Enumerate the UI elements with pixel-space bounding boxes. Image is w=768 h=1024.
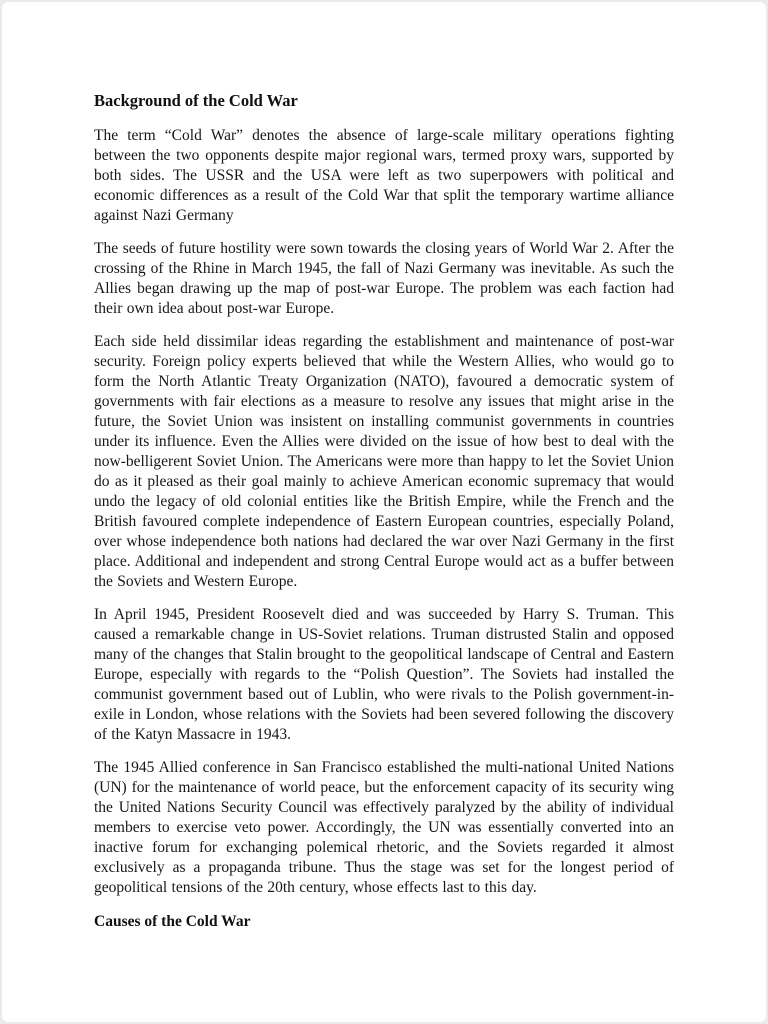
document-page <box>2 2 766 1022</box>
paragraph-united-nations: The 1945 Allied conference in San Francisco established the multi-national United Nations (UN) for the maintenance of world peace, but the enforcement capacity of its security wing the United Nations Security Council was effectively paralyzed by the ability of individual members to exercise veto power. Accordingly, the UN was essentially converted into an inactive forum for exchanging polemical rhetoric, and the Soviets regarded it almost exclusively as a propaganda tribune. Thus the stage was set for the longest period of geopolitical tensions of the 20th century, whose effects last to this day. <box>94 759 674 896</box>
document-heading-background: Background of the Cold War <box>94 91 298 110</box>
paragraph-definition: The term “Cold War” denotes the absence of large-scale military operations fighting between the two opponents despite major regional wars, termed proxy wars, supported by both sides. The USSR and the USA were left as two superpowers with political and economic differences as a result of the Cold War that split the temporary wartime alliance against Nazi Germany <box>94 127 674 224</box>
paragraph-seeds-of-hostility: The seeds of future hostility were sown towards the closing years of World War 2. After the crossing of the Rhine in March 1945, the fall of Nazi Germany was inevitable. As such the Allies began drawing up the map of post-war Europe. The problem was each faction had their own idea about post-war Europe. <box>94 240 674 317</box>
paragraph-truman: In April 1945, President Roosevelt died and was succeeded by Harry S. Truman. This caused a remarkable change in US-Soviet relations. Truman distrusted Stalin and opposed many of the changes that Stalin brought to the geopolitical landscape of Central and Eastern Europe, especially with regards to the “Polish Question”. The Soviets had installed the communist government based out of Lublin, who were rivals to the Polish government-in-exile in London, whose relations with the Soviets had been severed following the discovery of the Katyn Massacre in 1943. <box>94 606 674 743</box>
paragraph-dissimilar-ideas: Each side held dissimilar ideas regarding the establishment and maintenance of post-war security. Foreign policy experts believed that while the Western Allies, who would go to form the North Atlantic Treaty Organization (NATO), favoured a democratic system of governments with fair elections as a measure to resolve any issues that might arise in the future, the Soviet Union was insistent on installing communist governments in countries under its influence. Even the Allies were divided on the issue of how best to deal with the now-belligerent Soviet Union. The Americans were more than happy to let the Soviet Union do as it pleased as their goal mainly to achieve American economic supremacy that would undo the legacy of old colonial entities like the British Empire, while the French and the British favoured complete independence of Eastern European countries, especially Poland, over whose independence both nations had declared the war over Nazi Germany in the first place. Additional and independent and strong Central Europe would act as a buffer between the Soviets and Western Europe. <box>94 333 674 590</box>
document-heading-causes: Causes of the Cold War <box>94 913 251 930</box>
